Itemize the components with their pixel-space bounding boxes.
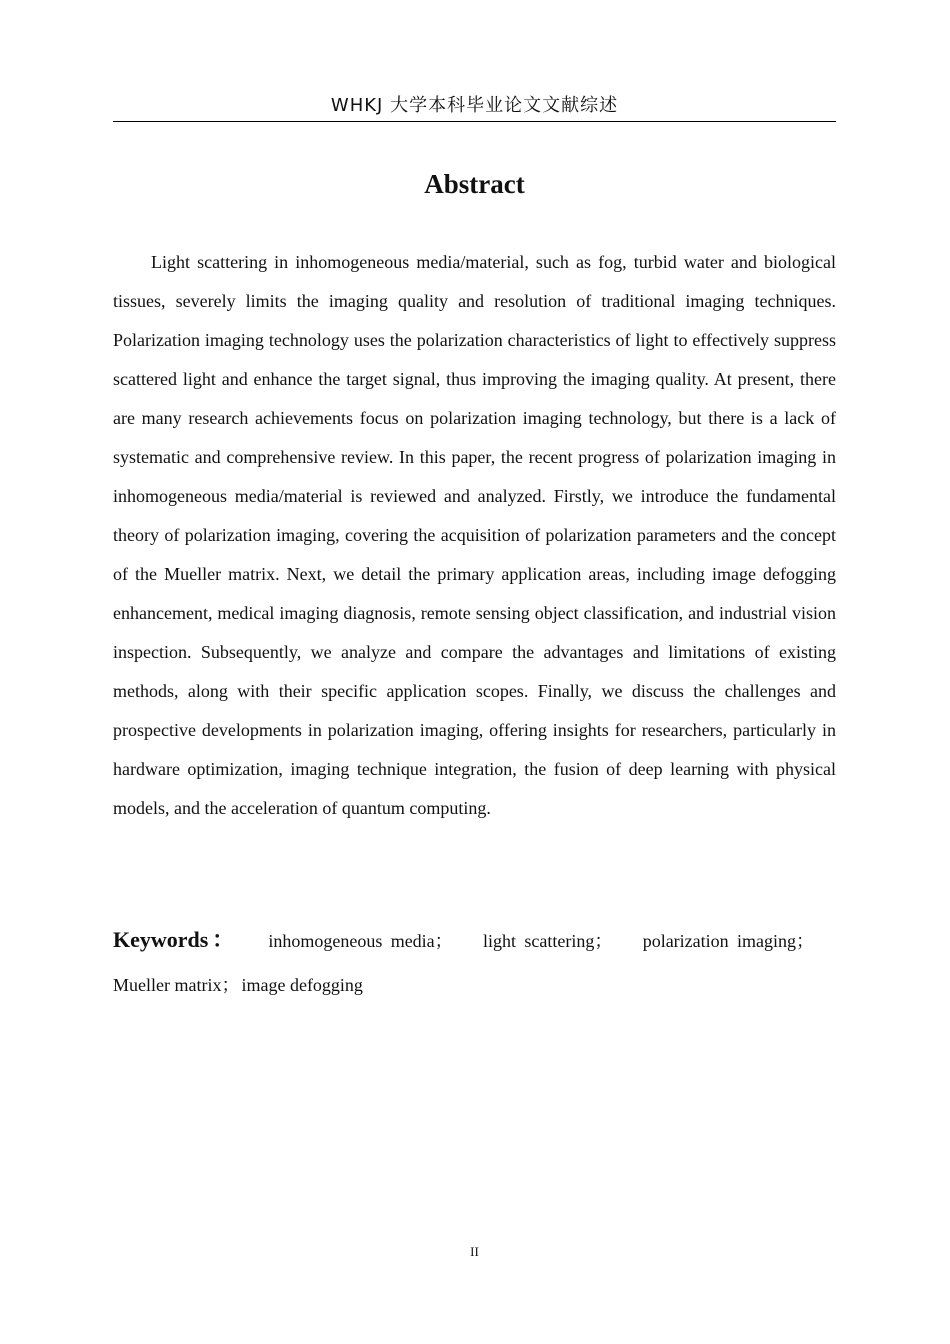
header-title: WHKJ 大学本科毕业论文文献综述 bbox=[330, 95, 619, 116]
keyword-separator: ； bbox=[434, 931, 453, 951]
page-number: II bbox=[470, 1244, 479, 1259]
keyword-separator: ； bbox=[594, 931, 613, 951]
keyword-item: light scattering bbox=[483, 931, 595, 951]
keyword-separator: ； bbox=[796, 931, 814, 951]
keyword-separator: ； bbox=[221, 975, 240, 995]
keywords-label: Keywords： bbox=[113, 927, 239, 952]
keyword-item: polarization imaging bbox=[642, 931, 796, 951]
abstract-body: Light scattering in inhomogeneous media/material, such as fog, turbid water and biological tissues, severely limits the imaging quality and resolution of traditional imaging techniques. Polarization imaging technology uses the polarization characteristics of light to effectively suppress scattered light and enhance the target signal, thus improving the imaging quality. At present, there are many research achievements focus on polarization imaging technology, but there is a lack of systematic and comprehensive review. In this paper, the recent progress of polarization imaging in inhomogeneous media/material is reviewed and analyzed. Firstly, we introduce the fundamental theory of polarization imaging, covering the acquisition of polarization parameters and the concept of the Mueller matrix. Next, we detail the primary application areas, including image defogging enhancement, medical imaging diagnosis, remote sensing object classification, and industrial vision inspection. Subsequently, we analyze and compare the advantages and limitations of existing methods, along with their specific application scopes. Finally, we discuss the challenges and prospective developments in polarization imaging, offering insights for researchers, particularly in hardware optimization, imaging technique integration, the fusion of deep learning with physical models, and the acceleration of quantum computing. bbox=[113, 252, 836, 818]
abstract-title: Abstract bbox=[424, 169, 525, 199]
page-header bbox=[113, 93, 836, 122]
keyword-item: Mueller matrix bbox=[113, 975, 222, 995]
keywords-section bbox=[113, 918, 836, 1007]
keyword-item: image defogging bbox=[241, 975, 363, 995]
keyword-item: inhomogeneous media bbox=[268, 931, 435, 951]
